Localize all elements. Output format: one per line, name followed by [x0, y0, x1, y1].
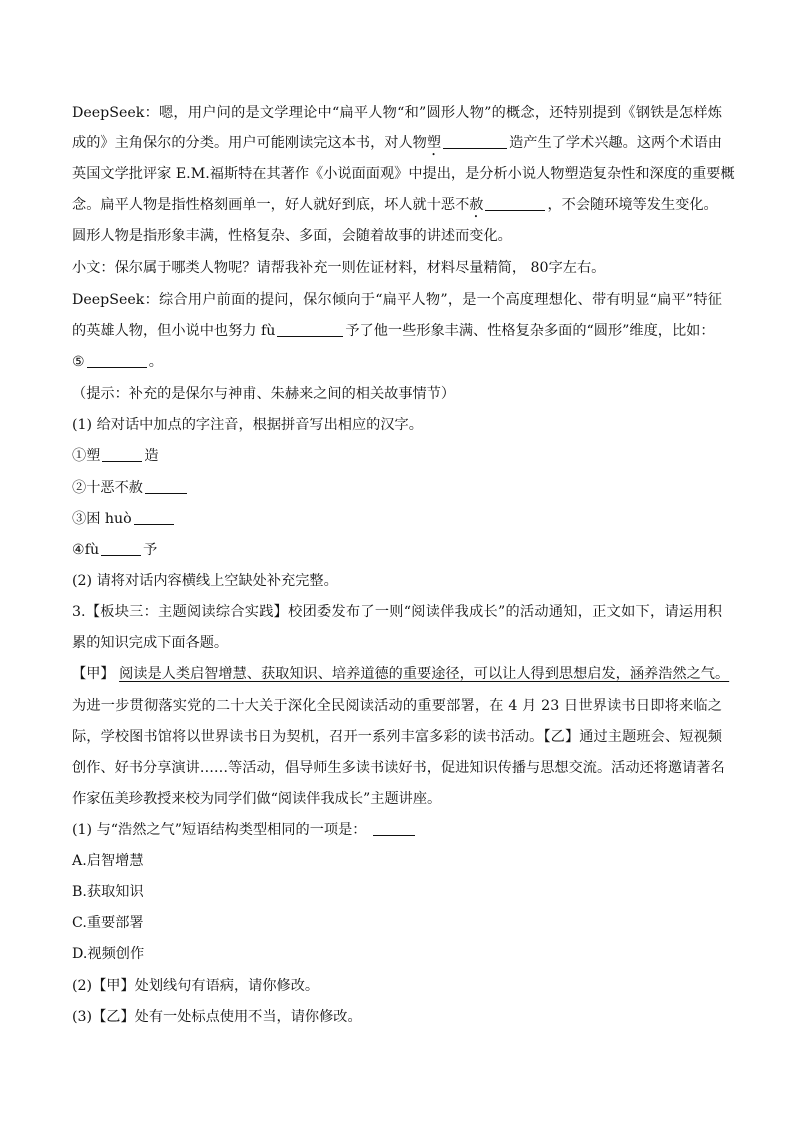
passage-line [72, 664, 729, 684]
answer-blank[interactable] [373, 821, 415, 836]
answer-blank[interactable] [277, 322, 343, 337]
dotted-char: 塑 [426, 135, 442, 151]
text: DeepSeek：综合用户前面的提问，保尔倾向于“扁平人物”，是一个高度理想化、带有明显“扁平”特征 [72, 292, 722, 308]
dialogue-line [72, 133, 722, 159]
text: ⑤ [72, 354, 85, 370]
question-line [72, 976, 319, 996]
text: DeepSeek：嗯，用户问的是文学理论中“扁平人物“和”圆形人物”的概念，还特别提到《钢铁是怎样炼 [72, 105, 722, 121]
dialogue-line [72, 258, 605, 278]
text: 念。扁平人物是指性格刻画单一，好人就好到底，坏人就十恶不 [72, 197, 470, 213]
dialogue-line [72, 321, 715, 341]
dialogue-line [72, 164, 735, 184]
answer-blank[interactable] [443, 134, 507, 149]
text: 作家伍美珍教授来校为同学们做“阅读伴我成长”主题讲座。 [72, 791, 442, 807]
answer-blank[interactable] [102, 447, 142, 462]
option-d[interactable] [72, 944, 144, 964]
text: 予了他一些形象丰满、性格复杂多面的“圆形”维度，比如： [345, 323, 715, 339]
answer-blank[interactable] [145, 479, 187, 494]
option-a[interactable] [72, 851, 144, 871]
text: ②十恶不赦 [72, 480, 143, 496]
text: B.获取知识 [72, 884, 144, 900]
text: 的英雄人物，但小说中也努力 fù [72, 323, 276, 339]
text: 创作、好书分享演讲……等活动，倡导师生多读书读好书，促进知识传播与思想交流。活动还将邀请著名 [72, 760, 725, 776]
question-line [72, 1007, 362, 1027]
label-jia: 【甲】 [72, 666, 115, 682]
text: 。 [148, 354, 163, 370]
dialogue-line [72, 195, 718, 221]
passage-line [72, 789, 441, 809]
text: (2) 请将对话内容横线上空缺处补充完整。 [72, 573, 338, 589]
text: 造产生了学术兴趣。这两个术语由 [509, 135, 722, 151]
text: (3)【乙】处有一处标点使用不当，请你修改。 [72, 1009, 362, 1025]
text: 小文：保尔属于哪类人物呢？请帮我补充一则佐证材料，材料尽量精简， 80字左右。 [72, 260, 606, 276]
question-line [72, 478, 189, 498]
text: ①塑 [72, 448, 101, 464]
text: ，不会随环境等发生变化。 [547, 197, 718, 213]
text: ④fù [72, 542, 100, 558]
text: ③困 huò [72, 511, 132, 527]
text: 予 [143, 542, 158, 558]
underlined-sentence: 阅读是人类启智增慧、获取知识、培养道德的重要途径，可以让人得到思想启发，涵养浩然之气。 [119, 666, 730, 682]
text: C.重要部署 [72, 915, 144, 931]
answer-blank[interactable] [101, 541, 141, 556]
dialogue-line [72, 226, 512, 246]
text: 成的》主角保尔的分类。用户可能刚读完这本书，对人物 [72, 135, 427, 151]
passage-line [72, 758, 725, 778]
text: (1) 给对话中加点的字注音，根据拼音写出相应的汉字。 [72, 417, 423, 433]
passage-line [72, 727, 722, 747]
text: D.视频创作 [72, 946, 145, 962]
question-line [72, 540, 157, 560]
answer-blank[interactable] [485, 196, 545, 211]
question-line [72, 446, 159, 466]
option-c[interactable] [72, 913, 144, 933]
dialogue-line [72, 352, 163, 372]
question-line [72, 571, 338, 591]
section-heading [72, 602, 722, 622]
dotted-char: 赦 [469, 197, 484, 213]
question-line [72, 415, 423, 435]
text: 圆形人物是指形象丰满，性格复杂、多面，会随着故事的讲述而变化。 [72, 228, 512, 244]
text: 为进一步贯彻落实党的二十大关于深化全民阅读活动的重要部署，在 4 月 23 日世界读书日即将来临之 [72, 698, 722, 714]
question-line [72, 509, 176, 529]
option-b[interactable] [72, 882, 144, 902]
dialogue-line [72, 290, 722, 310]
text: (1) 与“浩然之气”短语结构类型相同的一项是： [72, 822, 367, 838]
answer-blank[interactable] [134, 510, 174, 525]
section-heading [72, 633, 228, 653]
text: A.启智增慧 [72, 853, 144, 869]
dialogue-line [72, 103, 722, 123]
text: 造 [144, 448, 159, 464]
text: （提示：补充的是保尔与神甫、朱赫来之间的相关故事情节） [72, 386, 456, 402]
text: 际，学校图书馆将以世界读书日为契机，召开一系列丰富多彩的读书活动。【乙】通过主题班会、短视频 [72, 729, 722, 745]
text: 英国文学批评家 E.M.福斯特在其著作《小说面面观》中提出，是分析小说人物塑造复杂性和深度的重要概 [72, 166, 735, 182]
passage-line [72, 696, 722, 716]
text: 累的知识完成下面各题。 [72, 635, 229, 651]
hint-line [72, 384, 455, 404]
question-line [72, 820, 417, 840]
text: 3.【板块三：主题阅读综合实践】校团委发布了一则“阅读伴我成长”的活动通知，正文如下，请运用积 [72, 604, 722, 620]
answer-blank[interactable] [87, 353, 147, 368]
text: (2)【甲】处划线句有语病，请你修改。 [72, 978, 320, 994]
